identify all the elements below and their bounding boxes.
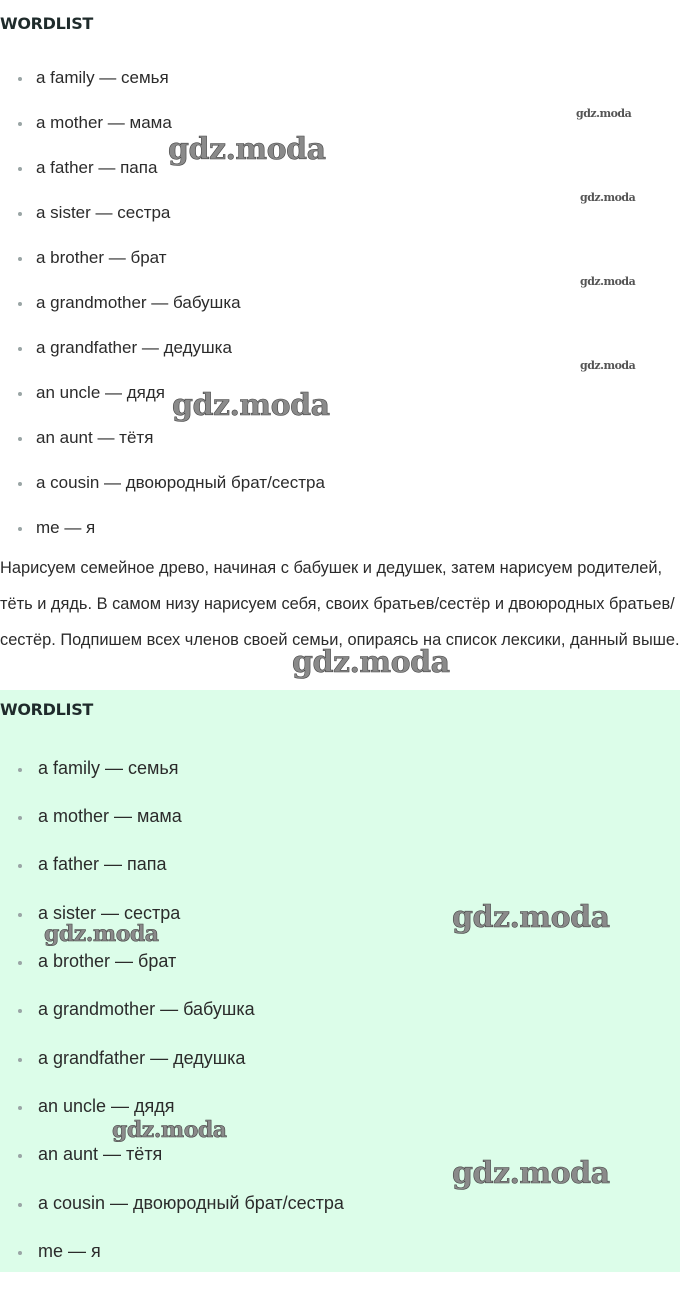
list-item: a cousin — двоюродный брат/сестра: [18, 1193, 324, 1214]
wordlist-heading: WORDLIST: [0, 14, 94, 33]
watermark: gdz.moda: [168, 132, 326, 167]
list-item: a grandmother — бабушка: [18, 293, 223, 313]
watermark: gdz.moda: [452, 900, 610, 935]
watermark: gdz.moda: [44, 921, 159, 947]
watermark: gdz.moda: [292, 645, 450, 680]
list-item: a sister — сестра: [18, 203, 152, 223]
list-item: an uncle — дядя: [18, 383, 147, 403]
list-item: a family — семья: [18, 68, 151, 88]
list-item: a grandfather — дедушка: [18, 1048, 225, 1069]
watermark: gdz.moda: [576, 107, 632, 120]
instruction-paragraph: Нарисуем семейное древо, начиная с бабушек и дедушек, затем нарисуем родителей, тёть и дядь. В самом низу нарисуем себя, своих братьев/сестёр и двоюродных братьев/сестёр. Подпишем всех членов своей семьи, опираясь на список лексики, данный выше.: [0, 559, 680, 649]
list-item: a mother — мама: [18, 806, 162, 827]
watermark: gdz.moda: [112, 1117, 227, 1143]
wordlist-heading: WORDLIST: [0, 700, 94, 719]
list-item: a family — семья: [18, 758, 159, 779]
list-item: an aunt — тётя: [18, 1144, 142, 1165]
list-item: an aunt — тётя: [18, 428, 135, 448]
list-item: a cousin — двоюродный брат/сестра: [18, 473, 307, 493]
watermark: gdz.moda: [580, 275, 636, 288]
list-item: a brother — брат: [18, 951, 156, 972]
watermark: gdz.moda: [452, 1156, 610, 1191]
watermark: gdz.moda: [580, 359, 636, 372]
watermark: gdz.moda: [580, 191, 636, 204]
list-item: a grandmother — бабушка: [18, 999, 235, 1020]
list-item: a grandfather — дедушка: [18, 338, 214, 358]
list-item: a father — папа: [18, 158, 139, 178]
list-item: me — я: [18, 518, 77, 538]
list-item: a brother — брат: [18, 248, 149, 268]
list-item: me — я: [18, 1241, 81, 1262]
list-item: an uncle — дядя: [18, 1096, 155, 1117]
list-item: a sister — сестра: [18, 903, 160, 924]
watermark: gdz.moda: [172, 388, 330, 423]
list-item: a father — папа: [18, 854, 147, 875]
list-item: a mother — мама: [18, 113, 154, 133]
